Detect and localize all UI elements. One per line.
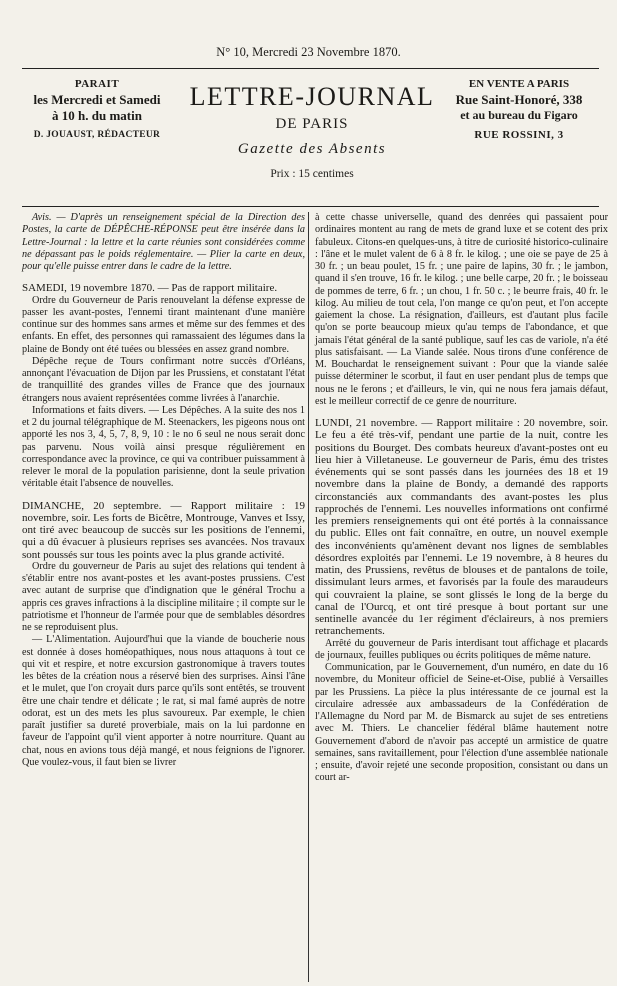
right-column: [315, 212, 608, 785]
issue-line: N° 10, Mercredi 23 Novembre 1870.: [216, 45, 401, 59]
paragraph: Ordre du Gouverneur de Paris renouvelant la défense expresse de passer les avant-postes, l'ennemi tirant maintenant d'une manière continue sur des hommes sans armes et même sur des femmes et des enfants. En effet, des personnes qui ramassaient des légumes dans la plaine de Bondy ont été tuées ou blessées en assez grand nombre.: [22, 294, 305, 355]
sales-info: [439, 78, 599, 143]
sales-line-1: EN VENTE A PARIS: [468, 78, 570, 90]
column-divider: [308, 212, 309, 982]
schedule-line-3: à 10 h. du matin: [52, 108, 142, 123]
header-bottom-rule: [22, 206, 599, 207]
paragraph: Ordre du gouverneur de Paris au sujet des relations qui tendent à s'établir entre nos avant-postes et les avant-postes prussiens. C'est avec autant de surprise que d'indignation que le général Trochu a appris ces graves infractions à la discipline militaire ; il compte sur le patriotisme et l'honneur de l'armée pour que de semblables désordres ne se reproduisent plus.: [22, 560, 305, 633]
paragraph: — L'Alimentation. Aujourd'hui que la viande de boucherie nous est donnée à doses homéopathiques, nous nous attaquons à tout ce qui vit et respire, et notre excursion gastronomique à travers toutes les bêtes de la création nous a réservé bien des surprises. Ainsi l'âne et le mulet, que l'on croyait durs parce qu'ils sont entêtés, se trouvent être une chair tendre et délicate ; le rat, si mal famé auprès de notre odorat, est un des mets les plus savoureux. Par exemple, le chien paraît justifier sa dureté proverbiale, mais on la lui pardonne en faveur de l'appoint qu'il vient apporter à notre nourriture. Quant au chat, nous en avions tous déjà mangé, et nous feignions de l'ignorer. Que voulez-vous, il faut bien se livrer: [22, 634, 305, 768]
sales-line-3: et au bureau du Figaro: [460, 108, 578, 122]
sales-line-4: RUE ROSSINI, 3: [474, 129, 564, 141]
paragraph: Communication, par le Gouvernement, d'un numéro, en date du 16 novembre, du Moniteur officiel de Seine-et-Oise, publié à Versailles par les Prussiens. La pièce la plus intéressante de ce journal est la circulaire adressée aux ambassadeurs de la Confédération de l'Allemagne du Nord par M. de Bismarck au sujet de ses entretiens avec M. Thiers. Le chancelier fédéral blâme hautement notre Gouvernement d'abord de n'avoir pas accepté un armistice de quatre semaines, sans ravitaillement, pour l'élection d'une assemblée nationale ; ensuite, d'avoir rejeté une seconde proposition, consistant ou dans un court ar-: [315, 662, 608, 784]
paragraph: à cette chasse universelle, quand des denrées qui passaient pour ordinaires montent au rang de mets de grand luxe et se cotent des prix fabuleux. Citons-en quelques-uns, à titre de curiosité historico-culinaire : l'âne et le mulet valent de 6 à 8 fr. le kilog. ; une oie se paye de 25 à 30 fr. ; un beau poulet, 15 fr. ; une paire de lapins, 30 fr. ; le jambon, quand il s'en trouve, 16 fr. le kilog. ; une belle carpe, 20 fr. ; le boisseau de pommes de terre, 6 fr. ; un chou, 1 fr. 50 c. ; le beurre frais, 40 fr. le kilog. Au milieu de tout cela, l'on mange ce qu'on peut, et l'on accepte gaiement la chose. La résignation, d'ailleurs, est d'autant plus facile qu'on se porte beaucoup mieux qu'au temps de l'abondance, et que jamais l'état général de la santé publique, sauf les cas de variole, n'a été plus satisfaisant. — La Viande salée. Nous tirons d'une conférence de M. Bouchardat le renseignement suivant : Pour que la viande salée puisse déterminer le scorbut, il faut en user pendant plus de temps que nous ne le ferons ; et d'ailleurs, le vin, qui ne nous fera jamais défaut, est le meilleur correctif de ce genre de nourriture.: [315, 212, 608, 407]
monday-paragraph: LUNDI, 21 novembre. — Rapport militaire : 20 novembre, soir. Le feu a été très-vif, pendant une partie de la nuit, contre les positions du Bourget. Des combats heureux d'avant-postes ont eu lieu hier à Villetaneuse. Le gouverneur de Paris, ému des tristes événements qui se sont passés dans les journées des 18 et 19 novembre dans la plaine de Bondy, a demandé des rapports circonstanciés aux commandants des avant-postes les plus rapprochés de l'ennemi. Les nouvelles informations ont confirmé les premiers renseignements qui ont été portés à la connaissance du public. Elles ont fait connaître, en outre, un nouvel exemple des inconvénients qu'amènent devant nos lignes de semblables désordres exploités par l'ennemi. Le 19 novembre, à 8 heures du matin, des Prussiens, revêtus de blouses et de pantalons de toile, dissimulant leurs armes, et favorisés par la foule des maraudeurs qui couvraient la plaine, se sont glissés le long de la berge du canal de l'Ourcq, et ont tiré presque à bout portant sur une sentinelle avancée du 1er régiment d'éclaireurs, à nos premiers retranchements.: [315, 417, 608, 638]
masthead-subtitle: DE PARIS: [275, 116, 349, 132]
paragraph: Dépêche reçue de Tours confirmant notre succès d'Orléans, annonçant l'évacuation de Dijon par les Prussiens, et constatant l'état de tranquillité des grandes villes de France que des journaux étrangers nous avaient représentées comme livrées à l'anarchie.: [22, 355, 305, 404]
left-column: [22, 212, 305, 769]
notice-paragraph: Avis. — D'après un renseignement spécial de la Direction des Postes, la carte de DÉPÊCHE-RÉPONSE peut être insérée dans la Lettre-Journal : la lettre et la carte réunies sont considérées comme ne dépassant pas le poids réglementaire. — Plier la carte en deux, pour qu'elle puisse entrer dans le cadre de la lettre.: [22, 212, 305, 272]
masthead: [172, 82, 452, 180]
header-top-rule: [22, 68, 599, 69]
sunday-paragraph: DIMANCHE, 20 septembre. — Rapport militaire : 19 novembre, soir. Les forts de Bicêtre, Montrouge, Vanves et Issy, ont tiré avec beaucoup de succès sur les positions de l'ennemi, qui a dû évacuer à plusieurs reprises ses avancées. Nos travaux sont poussés sur tous les points avec la plus grande activité.: [22, 499, 305, 561]
publication-schedule: [22, 78, 172, 142]
saturday-heading: SAMEDI, 19 novembre 1870. — Pas de rapport militaire.: [22, 282, 278, 295]
paragraph: Informations et faits divers. — Les Dépêches. A la suite des nos 1 et 2 du journal télégraphique de M. Steenackers, les pigeons nous ont apporté les nos 3, 4, 5, 7, 8, 9, 10 : le no 6 seul ne nous serait donc pas parvenu. Nous voilà ainsi presque régulièrement en correspondance avec la province, ce qui va contribuer puissamment à relever le moral de la population parisienne, dont la seule privation véritable était l'absence de nouvelles.: [22, 404, 305, 490]
price: Prix : 15 centimes: [270, 168, 354, 180]
schedule-line-1: PARAIT: [74, 78, 120, 90]
sales-line-2: Rue Saint-Honoré, 338: [455, 91, 583, 107]
masthead-tagline: Gazette des Absents: [237, 141, 387, 157]
editor-line: D. JOUAUST, RÉDACTEUR: [33, 130, 161, 141]
masthead-title: LETTRE-JOURNAL: [189, 82, 435, 111]
schedule-line-2: les Mercredi et Samedi: [33, 91, 161, 107]
paragraph: Arrêté du gouverneur de Paris interdisant tout affichage et placards de journaux, feuilles publiques ou écrits politiques de même nature.: [315, 637, 608, 661]
